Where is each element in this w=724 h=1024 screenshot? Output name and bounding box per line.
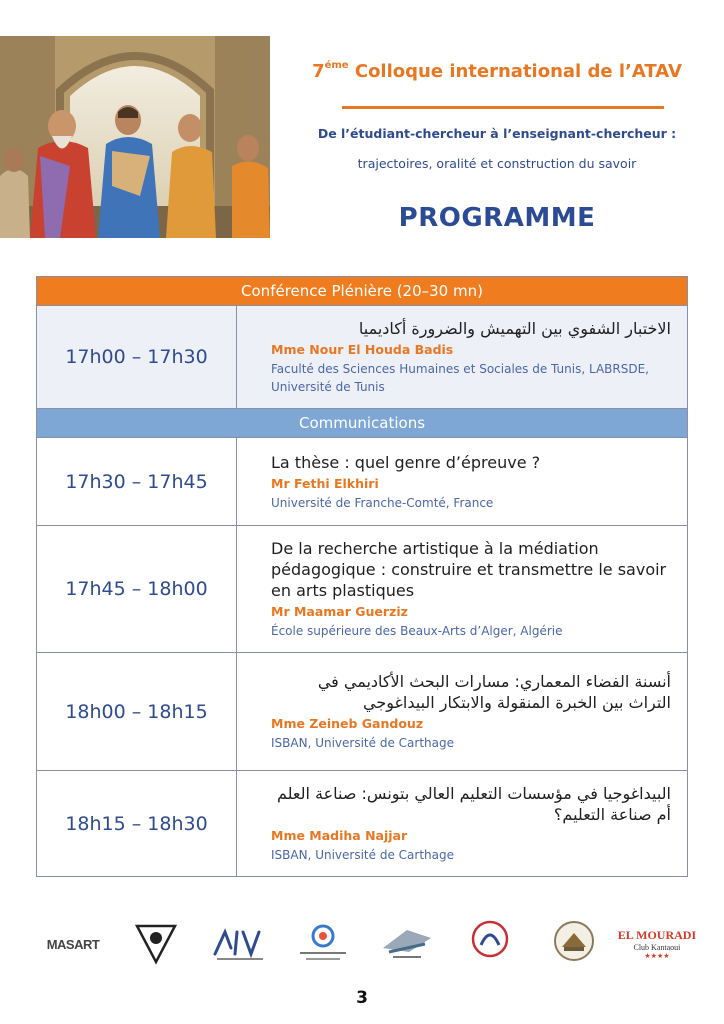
communications-header: Communications (37, 409, 688, 438)
shield-emblem-logo (123, 918, 189, 970)
subtitle-line-1: De l’étudiant-chercheur à l’enseignant-chercheur : (317, 126, 677, 141)
plenary-header-row (37, 277, 688, 306)
page-number: 3 (356, 988, 368, 1008)
title-ordinal: 7 (312, 61, 325, 82)
session-detail (237, 526, 688, 653)
schedule-row-plenary (37, 306, 688, 409)
speaker-affiliation: ISBAN, Université de Carthage (271, 848, 454, 862)
session-detail (237, 306, 688, 409)
museum-logo (541, 918, 607, 970)
talk-title: الاختبار الشفوي بين التهميش والضرورة أكاديميا (358, 319, 671, 338)
el-mouradi-stars: ★★★★ (644, 952, 670, 960)
speaker-name: Mme Madiha Najjar (271, 828, 408, 843)
session-detail (237, 438, 688, 526)
session-time: 18h15 – 18h30 (37, 771, 237, 877)
speaker-affiliation: Faculté des Sciences Humaines et Sociales de Tunis, LABRSDE, Université de Tunis (271, 362, 649, 394)
session-time: 17h45 – 18h00 (37, 526, 237, 653)
speaker-name: Mr Fethi Elkhiri (271, 475, 379, 491)
speaker-affiliation: École supérieure des Beaux-Arts d’Alger, Algérie (271, 624, 563, 638)
speaker-name: Mme Nour El Houda Badis (271, 342, 454, 357)
atav-logo (207, 918, 273, 970)
talk-title: De la recherche artistique à la médiation pédagogique : construire et transmettre le savoir en arts plastiques (271, 539, 667, 600)
title-ordinal-suffix: éme (324, 60, 349, 71)
el-mouradi-name: EL MOURADI (617, 928, 697, 942)
speaker-name: Mr Maamar Guerziz (271, 604, 408, 619)
colloquium-title (292, 60, 702, 82)
header-divider (342, 106, 664, 109)
session-detail (237, 653, 688, 771)
masart-logo (40, 918, 106, 970)
talk-title: أنسنة الفضاء المعماري: مسارات البحث الأكاديمي في التراث بين الخبرة المنقولة والابتكار البيداغوجي (317, 672, 671, 712)
programme-heading: PROGRAMME (398, 203, 596, 233)
session-detail (237, 771, 688, 877)
sponsor-logos (40, 916, 697, 972)
masart-logo-text: MASART (46, 936, 100, 952)
title-text: Colloque international de l’ATAV (348, 61, 682, 82)
speaker-affiliation: ISBAN, Université de Carthage (271, 736, 454, 750)
schedule-row (37, 438, 688, 526)
plenary-header: Conférence Plénière (20–30 mn) (37, 277, 688, 306)
schedule-row (37, 653, 688, 771)
schedule-row (37, 771, 688, 877)
el-mouradi-logo (617, 918, 697, 970)
society-seal-logo (290, 918, 356, 970)
session-time: 17h00 – 17h30 (37, 306, 237, 409)
communications-header-row (37, 409, 688, 438)
hero-painting-image (0, 36, 270, 238)
session-time: 17h30 – 17h45 (37, 438, 237, 526)
speaker-name: Mme Zeineb Gandouz (271, 716, 424, 731)
speaker-affiliation: Université de Franche-Comté, France (271, 495, 494, 510)
schedule-table (36, 276, 688, 877)
lart-publias-logo (457, 918, 523, 970)
el-mouradi-sub: Club Kantaoui (633, 943, 681, 952)
subtitle-line-2: trajectoires, oralité et construction du savoir (357, 156, 637, 171)
building-logo (374, 918, 440, 970)
talk-title: البيداغوجيا في مؤسسات التعليم العالي بتونس: صناعة العلم أم صناعة التعليم؟ (276, 784, 671, 824)
schedule-row (37, 526, 688, 653)
session-time: 18h00 – 18h15 (37, 653, 237, 771)
talk-title: La thèse : quel genre d’épreuve ? (271, 452, 541, 472)
